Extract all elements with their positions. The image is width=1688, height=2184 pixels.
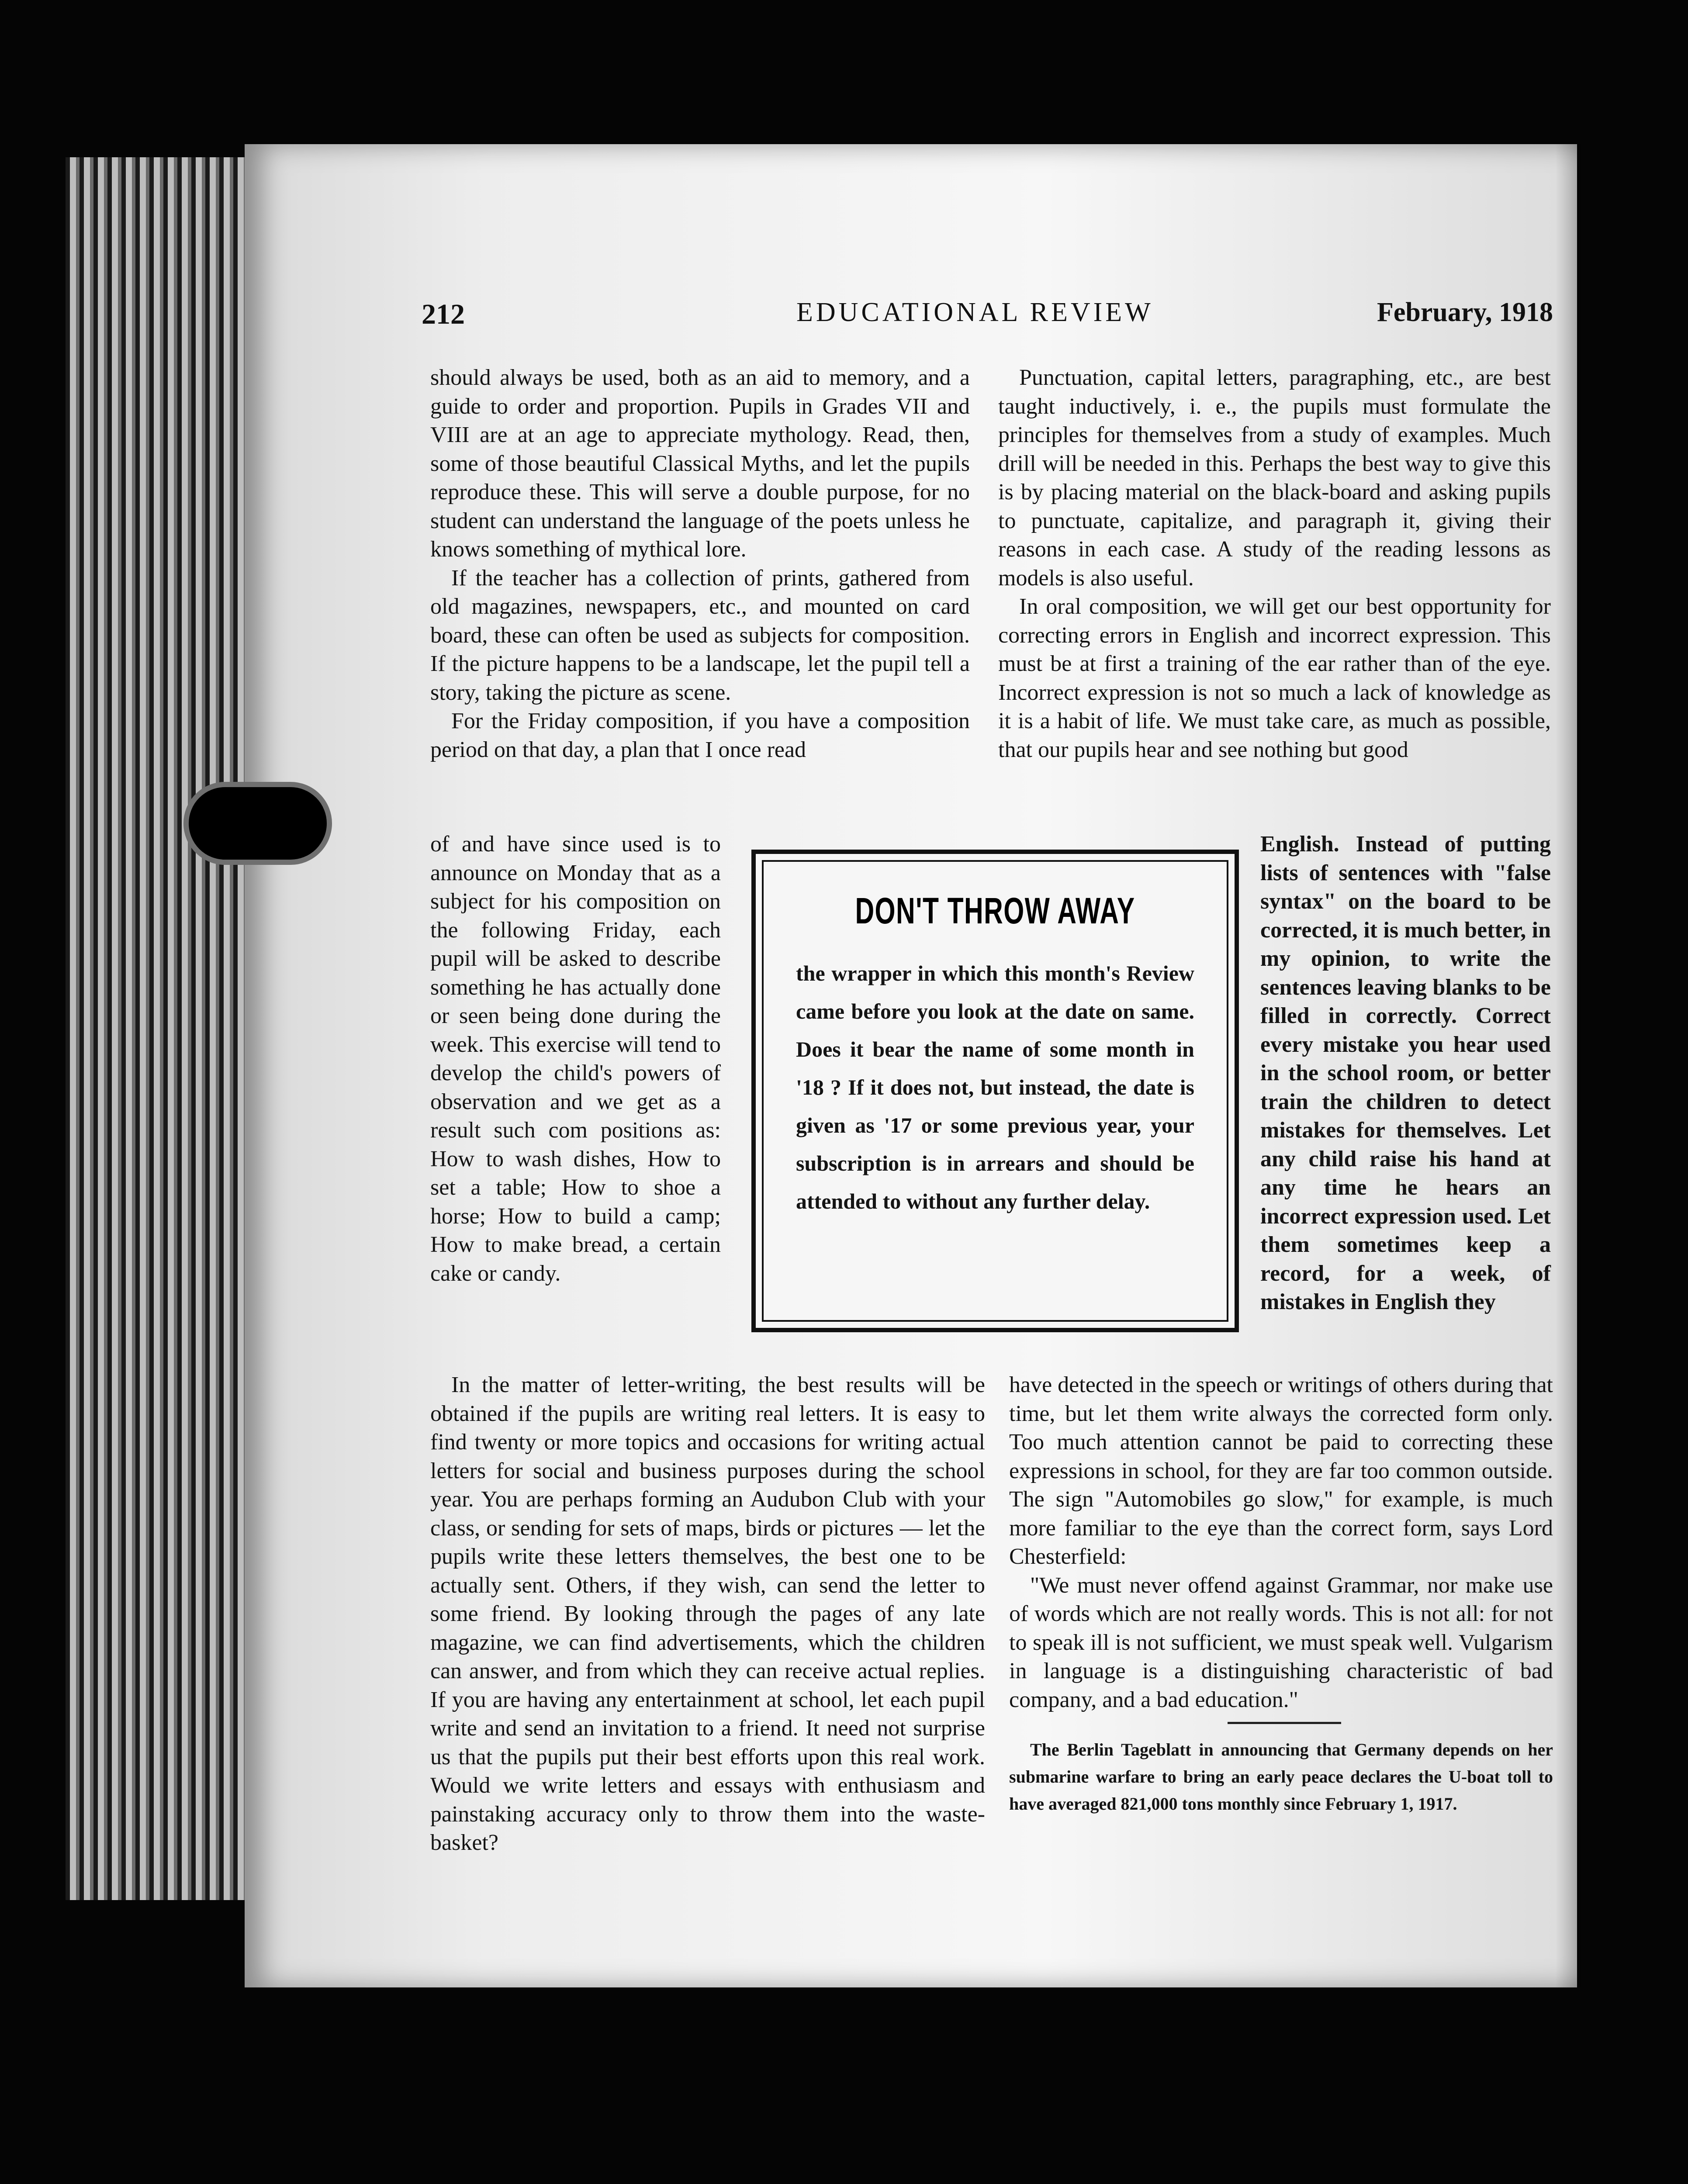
page-edge-shadow	[1555, 144, 1581, 1987]
paragraph: should always be used, both as an aid to memory, and a guide to order and proportion. Pupils in Grades VII and VIII are at an age to appreciate mythology. Read, then, some of those beautiful Classical Myths, and let the pupils reproduce these. This will serve a double purpose, for no student can understand the language of the poets unless he knows something of mythical lore.	[430, 365, 970, 562]
paragraph: If the teacher has a collection of prints, gathered from old magazines, newspapers, etc., and mounted on card board, these can often be used as subjects for composition. If the picture happens to be a landscape, let the pupil tell a story, taking the picture as scene.	[430, 565, 970, 705]
paragraph: Punctuation, capital letters, paragraphing, etc., are best taught inductively, i. e., the pupils must formulate the principles for themselves from a study of examples. Much drill will be needed in this. Perhaps the best way to give this is by placing material on the black-board and asking pupils to punctuate, capitalize, and paragraph it, giving their reasons in each case. A study of the reading lessons as models is also useful.	[998, 365, 1551, 591]
right-column-bottom	[1009, 1371, 1553, 1818]
book-binding	[66, 157, 258, 1900]
page-number: 212	[422, 298, 465, 330]
page-clip	[183, 782, 332, 865]
notice-heading: DON'T THROW AWAY	[855, 890, 1135, 931]
left-column-bottom	[430, 1371, 985, 1857]
notice-box	[751, 850, 1239, 1332]
page-header	[422, 294, 1553, 337]
right-column-top	[998, 363, 1551, 764]
divider	[1228, 1722, 1341, 1724]
right-column-narrow	[1260, 830, 1551, 1317]
left-column-narrow	[430, 830, 721, 1288]
journal-title: EDUCATIONAL REVIEW	[796, 297, 1154, 327]
paragraph: In oral composition, we will get our best opportunity for correcting errors in English and incorrect expression. This must be at first a training of the ear rather than of the eye. Incorrect expression is not so much a lack of knowledge as it is a habit of life. We must take care, as much as possible, that our pupils hear and see nothing but good	[998, 594, 1551, 762]
notice-text: the wrapper in which this month's Review came before you look at the date on same. Does it bear the name of some month in '18 ? If it does not, but instead, the date is given as '17 or some previous year, your subscription is in arrears and should be attended to without any further delay.	[796, 961, 1194, 1213]
quotation: "We must never offend against Grammar, nor make use of words which are not really words. This is not all: for not to speak ill is not sufficient, we must speak well. Vulgarism in language is a distinguishing characteristic of bad company, and a bad education."	[1009, 1572, 1553, 1712]
paragraph: In the matter of letter-writing, the best results will be obtained if the pupils are writing real letters. It is easy to find twenty or more topics and occasions for writing actual letters for social and business purposes during the school year. You are perhaps forming an Audubon Club with your class, or sending for sets of maps, birds or pictures — let the pupils write these letters themselves, the best one to be actually sent. Others, if they wish, can send the letter to some friend. By looking through the pages of any late magazine, we can find advertisements, which the children can answer, and from which they can receive actual replies. If you are having any entertainment at school, let each pupil write and send an invitation to a friend. It need not surprise us that the pupils put their best efforts upon this real work. Would we write letters and essays with enthusiasm and painstaking accuracy only to throw them into the waste-basket?	[430, 1372, 985, 1855]
issue-date: February, 1918	[1377, 297, 1553, 327]
paragraph: of and have since used is to announce on Monday that as a subject for his composition on the following Friday, each pupil will be asked to describe something he has actually done or seen being done during the week. This exercise will tend to develop the child's powers of observation and we get as a result such com positions as: How to wash dishes, How to set a table; How to shoe a horse; How to build a camp; How to make bread, a certain cake or candy.	[430, 832, 721, 1286]
news-note: The Berlin Tageblatt in announcing that Germany depends on her submarine warfare to bring an early peace declares the U-boat toll to have averaged 821,000 tons monthly since February 1, 1917.	[1009, 1740, 1553, 1814]
paragraph: English. Instead of putting lists of sentences with "false syntax" on the board to be corrected, it is much better, in my opinion, to write the sentences leaving blanks to be filled in correctly. Correct every mistake you hear used in the school room, or better train the children to detect mistakes for themselves. Let any child raise his hand at any time he hears an incorrect expression used. Let them sometimes keep a record, for a week, of mistakes in English they	[1260, 832, 1551, 1314]
paragraph: have detected in the speech or writings of others during that time, but let them write always the corrected form only. Too much attention cannot be paid to correcting these expressions in school, for they are far too common outside. The sign "Automobiles go slow," for example, is much more familiar to the eye than the correct form, says Lord Chesterfield:	[1009, 1372, 1553, 1569]
left-column-top	[430, 363, 970, 764]
paragraph: For the Friday composition, if you have a composition period on that day, a plan that I once read	[430, 708, 970, 762]
